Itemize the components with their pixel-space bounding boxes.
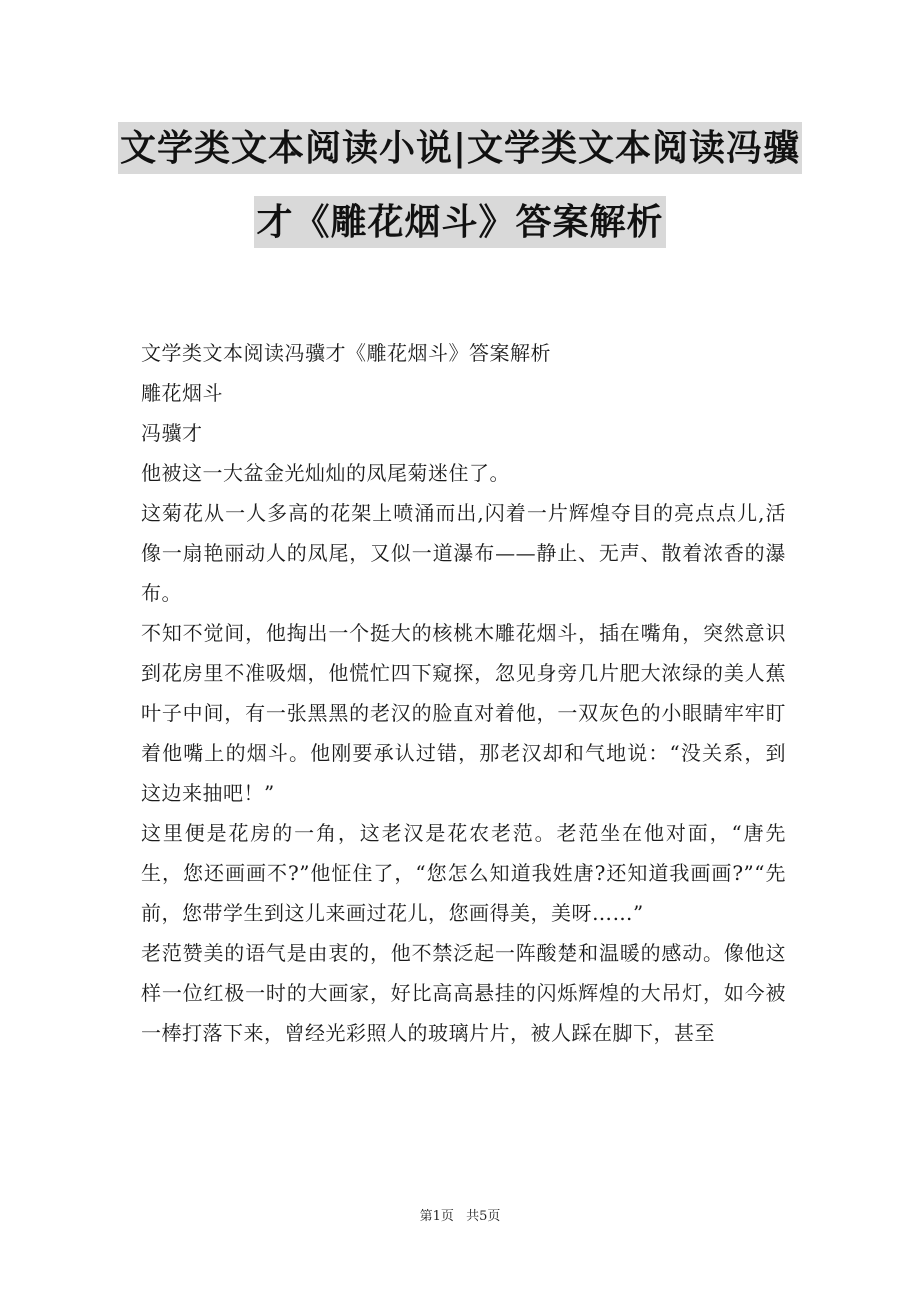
paragraph: 他被这一大盆金光灿灿的凤尾菊迷住了。 (141, 461, 510, 485)
page-total: 共5页 (466, 1209, 501, 1224)
paragraph: 不知不觉间，他掏出一个挺大的核桃木雕花烟斗，插在嘴角，突然意识到花房里不准吸烟，他慌忙四下窥探，忽见身旁几片肥大浓绿的美人蕉叶子中间，有一张黑黑的老汉的脸直对着他，一双灰色的小眼睛牢牢盯着他嘴上的烟斗。他刚要承认过错，那老汉却和气地说：“没关系，到这边来抽吧！” (141, 621, 786, 805)
paragraph-story-title: 雕花烟斗 (141, 381, 223, 405)
document-title (0, 122, 920, 248)
paragraph: 这里便是花房的一角，这老汉是花农老范。老范坐在他对面，“唐先生，您还画画不?”他怔住了，“您怎么知道我姓唐?还知道我画画?”“先前，您带学生到这儿来画过花儿，您画得美，美呀……” (141, 821, 786, 925)
page-footer (0, 1205, 920, 1224)
paragraph: 老范赞美的语气是由衷的，他不禁泛起一阵酸楚和温暖的感动。像他这样一位红极一时的大画家，好比高高悬挂的闪烁辉煌的大吊灯，如今被一棒打落下来，曾经光彩照人的玻璃片片，被人踩在脚下，甚至 (141, 941, 786, 1045)
title-line-1: 文学类文本阅读小说|文学类文本阅读冯骥 (118, 122, 802, 174)
title-line-2: 才《雕花烟斗》答案解析 (254, 196, 665, 248)
paragraph: 这菊花从一人多高的花架上喷涌而出,闪着一片辉煌夺目的亮点点儿,活像一扇艳丽动人的凤尾，又似一道瀑布——静止、无声、散着浓香的瀑布。 (141, 501, 786, 605)
document-body (141, 333, 786, 1053)
paragraph-subtitle: 文学类文本阅读冯骥才《雕花烟斗》答案解析 (141, 341, 551, 365)
page-number: 第1页 (419, 1209, 454, 1224)
paragraph-author: 冯骥才 (141, 421, 203, 445)
